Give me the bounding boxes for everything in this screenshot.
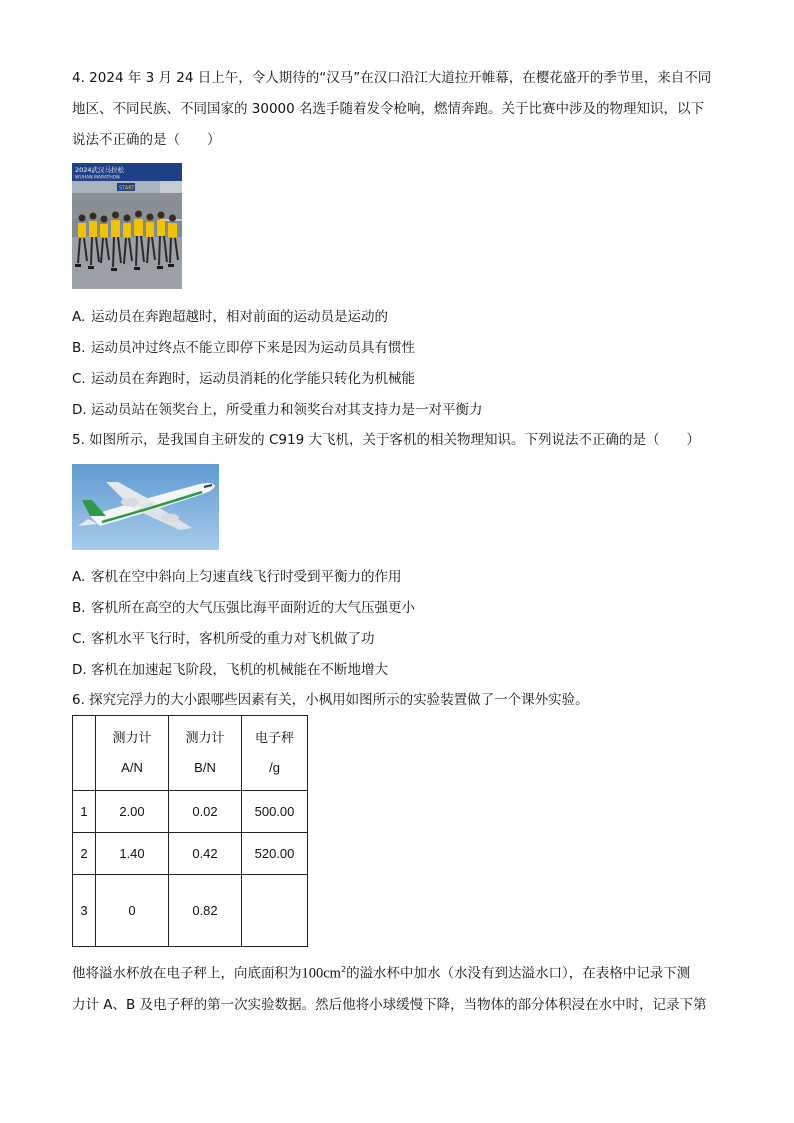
option-text: 客机在空中斜向上匀速直线飞行时受到平衡力的作用 [91,569,402,585]
q4-text-line-3: 说法不正确的是（ ） [72,132,221,148]
table-header-index [73,716,96,791]
table-cell: 520.00 [242,833,308,875]
option-label: B. [72,600,86,616]
q4-text-line-2: 地区、不同民族、不同国家的 30000 名选手随着发令枪响，燃情奔跑。关于比赛中涉及的物理知识，以下 [72,101,705,117]
option-text: 客机所在高空的大气压强比海平面附近的大气压强更小 [91,600,415,616]
table-cell: 0 [96,875,169,947]
c919-plane-photo [72,464,219,550]
table-row [73,875,308,947]
measurement-table [72,715,308,947]
table-cell: 500.00 [242,791,308,833]
option-text: 运动员站在领奖台上，所受重力和领奖台对其支持力是一对平衡力 [91,402,483,418]
q5-option-b [72,599,415,617]
table-cell: 0.02 [169,791,242,833]
option-label: A. [72,569,86,585]
start-sign: START [119,185,135,192]
area-value: 100cm [301,965,341,982]
q4-option-d [72,401,483,419]
option-label: D. [72,662,87,678]
q4-option-b [72,339,415,357]
q6-paragraph-line-1 [72,961,690,983]
table-cell [242,875,308,947]
option-label: D. [72,402,87,418]
table-header-b: 测力计 B/N [169,716,242,791]
option-text: 客机水平飞行时，客机所受的重力对飞机做了功 [91,631,375,647]
option-text: 客机在加速起飞阶段，飞机的机械能在不断地增大 [91,662,388,678]
option-label: A. [72,309,86,325]
table-header-row [73,716,308,791]
option-label: C. [72,631,86,647]
table-cell: 3 [73,875,96,947]
q4-option-a [72,308,388,326]
option-label: B. [72,340,86,356]
q4-option-c [72,370,415,388]
q5-text-line: 5. 如图所示，是我国自主研发的 C919 大飞机，关于客机的相关物理知识。下列说法不正确的是（ ） [72,432,700,448]
table-cell: 2.00 [96,791,169,833]
q5-option-c [72,630,375,648]
table-row [73,833,308,875]
option-text: 运动员在奔跑时，运动员消耗的化学能只转化为机械能 [91,371,415,387]
table-cell: 2 [73,833,96,875]
area-exponent: 2 [340,965,347,974]
table-cell: 0.42 [169,833,242,875]
q6-paragraph-line-2: 力计 A、B 及电子秤的第一次实验数据。然后他将小球缓慢下降，当物体的部分体积浸在水中时，记录下第 [72,997,707,1013]
option-label: C. [72,371,86,387]
table-row [73,791,308,833]
table-cell: 1.40 [96,833,169,875]
table-header-a: 测力计 A/N [96,716,169,791]
option-text: 运动员冲过终点不能立即停下来是因为运动员具有惯性 [91,340,415,356]
table-cell: 1 [73,791,96,833]
table-cell: 0.82 [169,875,242,947]
q6-text-line: 6. 探究完浮力的大小跟哪些因素有关，小枫用如图所示的实验装置做了一个课外实验。 [72,692,589,708]
paragraph-text: 他将溢水杯放在电子秤上，向底面积为 [72,965,302,982]
q5-option-a [72,568,402,586]
paragraph-text: 的溢水杯中加水（水没有到达溢水口），在表格中记录下测 [346,965,691,982]
option-text: 运动员在奔跑超越时，相对前面的运动员是运动的 [91,309,388,325]
photo-banner-sub: WUHAN MARATHON [75,175,120,181]
marathon-photo [72,163,182,289]
photo-banner: 2024武汉马拉松 [75,166,125,174]
q4-text-line-1: 4. 2024 年 3 月 24 日上午，令人期待的“汉马”在汉口沿江大道拉开帷幕，在樱花盛开的季节里，来自不同 [72,70,712,86]
q5-option-d [72,661,388,679]
table-header-scale: 电子秤 /g [242,716,308,791]
